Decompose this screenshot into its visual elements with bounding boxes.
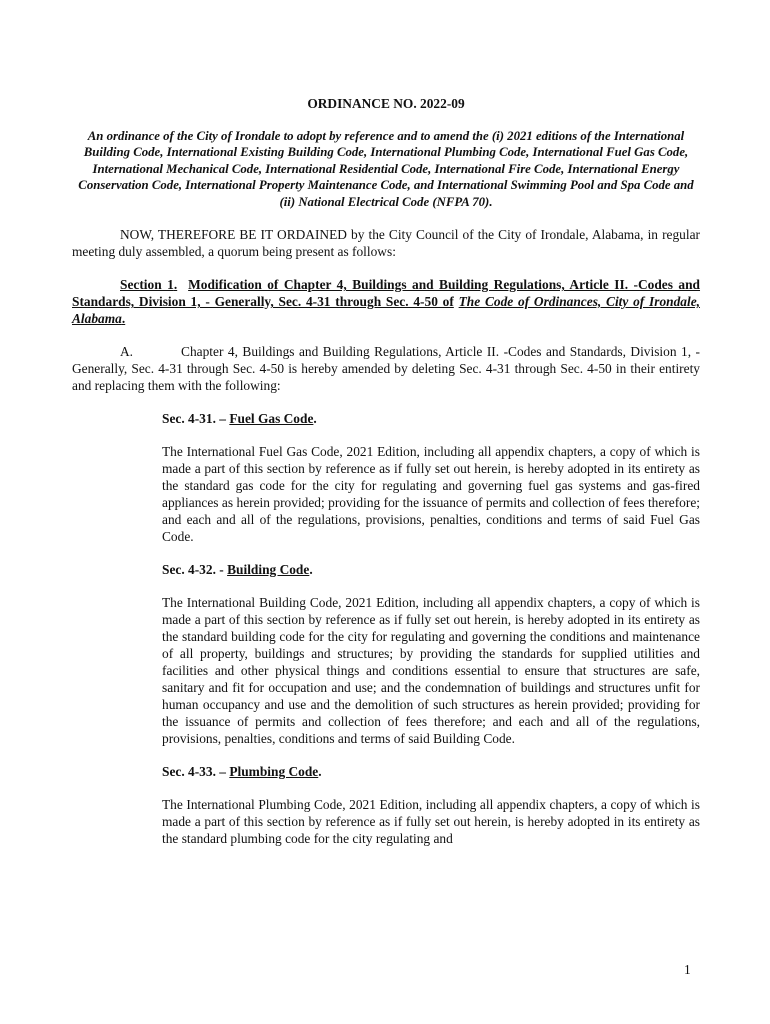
section-body: The International Building Code, 2021 Edition, including all appendix chapters, a copy of which is made a part of this section by reference as if fully set out herein, is hereby adopted in its entirety as the standard building code for the city for regulating and governing the conditions and maintenance of all property, buildings and structures; by providing the standards for supplied utilities and facilities and other physical things and conditions essential to ensure that structures are safe, sanitary and fit for occupation and use; and the condemnation of buildings and structures unfit for human occupancy and use and the demolition of such structures as herein provided; providing for the issuance of permits and collection of fees therefore; and each and all of the regulations, provisions, penalties, conditions and terms of said Building Code. [162,595,700,747]
section-heading: Sec. 4-32. - Building Code. [162,562,313,578]
paragraph-a-label: A. [120,344,134,360]
section-1-label: Section 1 [120,277,174,293]
section-name: Plumbing Code [229,764,319,780]
section-heading: Sec. 4-31. – Fuel Gas Code. [162,411,317,427]
ordaining-clause: NOW, THEREFORE BE IT ORDAINED by the City Council of the City of Irondale, Alabama, in regular meeting duly assembled, a quorum being present as follows: [72,227,700,260]
section-1-heading-italic: The Code of Ordinances, City of Irondale, Alabama [72,294,700,327]
ordinance-subtitle: An ordinance of the City of Irondale to adopt by reference and to amend the (i) 2021 editions of the International Building Code, International Existing Building Code, International Plumbing Code, International Fuel Gas Code, International Mechanical Code, International Residential Code, International Fire Code, International Energy Conservation Code, International Property Maintenance Code, and International Swimming Pool and Spa Code and (ii) National Electrical Code (NFPA 70). [78,129,694,209]
section-number: Sec. 4-33. – [162,764,226,780]
section-1-heading: Section 1. Modification of Chapter 4, Buildings and Building Regulations, Article II. -Codes and Standards, Division 1, - Generally, Sec. 4-31 through Sec. 4-50 of The Code of Ordinances, City of Irondale, Alabama. [72,277,701,327]
paragraph-a [72,343,700,394]
section-number: Sec. 4-32. - [162,562,224,578]
document-page [72,95,700,847]
ordinance-title: ORDINANCE NO. 2022-09 [307,96,465,111]
code-sections [162,410,700,847]
section-number: Sec. 4-31. – [162,411,226,427]
section-name: Building Code [227,562,310,578]
paragraph-a-text: Chapter 4, Buildings and Building Regulations, Article II. -Codes and Standards, Division 1, - Generally, Sec. 4-31 through Sec. 4-50 is hereby amended by deleting Sec. 4-31 through Sec. 4-50 in their entirety and replacing them with the following: [72,344,700,394]
section-name: Fuel Gas Code [229,411,314,427]
page-number: 1 [684,962,691,977]
section-body: The International Fuel Gas Code, 2021 Edition, including all appendix chapters, a copy of which is made a part of this section by reference as if fully set out herein, is hereby adopted in its entirety as the standard gas code for the city for regulating and governing fuel gas systems and gas-fired appliances as herein provided; providing for the issuance of permits and collection of fees therefore; and each and all of the regulations, provisions, penalties, conditions and terms of said Fuel Gas Code. [162,444,700,545]
section-1-heading-text: Modification of Chapter 4, Buildings and Building Regulations, Article II. -Codes and Standards, Division 1, - Generally, Sec. 4-31 through Sec. 4-50 of [72,277,701,310]
section-body: The International Plumbing Code, 2021 Edition, including all appendix chapters, a copy of which is made a part of this section by reference as if fully set out herein, is hereby adopted in its entirety as the standard plumbing code for the city regulating and [162,797,700,847]
section-heading: Sec. 4-33. – Plumbing Code. [162,764,322,780]
